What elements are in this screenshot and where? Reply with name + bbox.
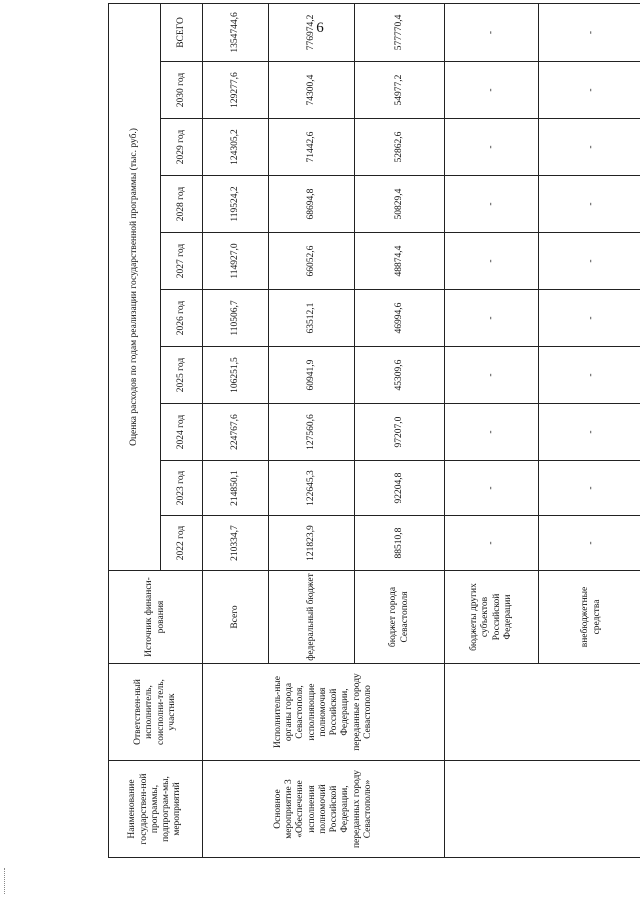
value-cell: - bbox=[445, 233, 539, 290]
table-row bbox=[203, 3, 269, 857]
value-cell: 68694,8 bbox=[269, 176, 355, 233]
header-source: Источник финанси-рования bbox=[109, 571, 203, 664]
value-cell: - bbox=[445, 461, 539, 516]
value-cell: 214850,1 bbox=[203, 461, 269, 516]
value-cell: 88510,8 bbox=[355, 516, 445, 571]
value-cell: - bbox=[539, 62, 640, 119]
empty-cell bbox=[445, 761, 640, 858]
value-cell: - bbox=[539, 290, 640, 347]
value-cell: 577770,4 bbox=[355, 3, 445, 61]
value-cell: - bbox=[539, 404, 640, 461]
value-cell: 48874,4 bbox=[355, 233, 445, 290]
source-cell: Всего bbox=[203, 571, 269, 664]
source-cell: федеральный бюджет bbox=[269, 571, 355, 664]
value-cell: - bbox=[445, 119, 539, 176]
value-cell: 50829,4 bbox=[355, 176, 445, 233]
value-cell: - bbox=[539, 3, 640, 61]
value-cell: 127560,6 bbox=[269, 404, 355, 461]
value-cell: - bbox=[445, 176, 539, 233]
value-cell: 110506,7 bbox=[203, 290, 269, 347]
value-cell: 776974,2 bbox=[269, 3, 355, 61]
value-cell: - bbox=[539, 347, 640, 404]
value-cell: - bbox=[539, 176, 640, 233]
header-estimate: Оценка расходов по годам реализации государственной программы (тыс. руб.) bbox=[109, 3, 161, 570]
header-year: 2025 год bbox=[161, 347, 203, 404]
value-cell: 71442,6 bbox=[269, 119, 355, 176]
value-cell: - bbox=[445, 290, 539, 347]
value-cell: 52862,6 bbox=[355, 119, 445, 176]
value-cell: 224767,6 bbox=[203, 404, 269, 461]
measure-responsible: Исполнитель-ные органы города Севастополя, исполняющие полномочия Российской Федерации, переданные городу Севастополю bbox=[203, 664, 445, 761]
header-responsible: Ответствен-ный исполнитель, соисполни-тель, участник bbox=[109, 664, 203, 761]
empty-cell bbox=[445, 664, 640, 761]
header-year: 2029 год bbox=[161, 119, 203, 176]
value-cell: 210334,7 bbox=[203, 516, 269, 571]
value-cell: - bbox=[445, 516, 539, 571]
header-year: 2022 год bbox=[161, 516, 203, 571]
value-cell: - bbox=[445, 347, 539, 404]
page-number: 6 bbox=[316, 20, 324, 36]
value-cell: 46994,6 bbox=[355, 290, 445, 347]
header-year: 2024 год bbox=[161, 404, 203, 461]
value-cell: - bbox=[539, 233, 640, 290]
value-cell: - bbox=[445, 62, 539, 119]
source-cell: бюджеты других субъектов Российской Федерации bbox=[445, 571, 539, 664]
value-cell: 129277,6 bbox=[203, 62, 269, 119]
value-cell: 92204,8 bbox=[355, 461, 445, 516]
measure-name: Основное мероприятие 3 «Обеспечение исполнения полномочий Российской Федерации, переданных городу Севастополю» bbox=[203, 761, 445, 858]
table-landscape-rotated bbox=[108, 12, 640, 858]
value-cell: 121823,9 bbox=[269, 516, 355, 571]
expenditure-table bbox=[108, 3, 640, 858]
header-year: 2030 год bbox=[161, 62, 203, 119]
value-cell: 122645,3 bbox=[269, 461, 355, 516]
value-cell: 74300,4 bbox=[269, 62, 355, 119]
value-cell: 63512,1 bbox=[269, 290, 355, 347]
header-name: Наименование государствен-ной программы, подпрограм-мы, мероприятий bbox=[109, 761, 203, 858]
value-cell: - bbox=[539, 516, 640, 571]
margin-mark bbox=[4, 868, 11, 894]
value-cell: 106251,5 bbox=[203, 347, 269, 404]
value-cell: 97207,0 bbox=[355, 404, 445, 461]
value-cell: 54977,2 bbox=[355, 62, 445, 119]
value-cell: - bbox=[539, 119, 640, 176]
value-cell: 114927,0 bbox=[203, 233, 269, 290]
header-total: ВСЕГО bbox=[161, 3, 203, 61]
table-row bbox=[445, 3, 539, 857]
value-cell: 66052,6 bbox=[269, 233, 355, 290]
header-year: 2028 год bbox=[161, 176, 203, 233]
value-cell: 1354744,6 bbox=[203, 3, 269, 61]
source-cell: бюджет города Севастополя bbox=[355, 571, 445, 664]
value-cell: 119524,2 bbox=[203, 176, 269, 233]
header-year: 2026 год bbox=[161, 290, 203, 347]
value-cell: - bbox=[445, 404, 539, 461]
header-year: 2023 год bbox=[161, 461, 203, 516]
source-cell: внебюджетные средства bbox=[539, 571, 640, 664]
value-cell: 45309,6 bbox=[355, 347, 445, 404]
header-year: 2027 год bbox=[161, 233, 203, 290]
value-cell: - bbox=[539, 461, 640, 516]
value-cell: 60941,9 bbox=[269, 347, 355, 404]
value-cell: 124305,2 bbox=[203, 119, 269, 176]
value-cell: - bbox=[445, 3, 539, 61]
